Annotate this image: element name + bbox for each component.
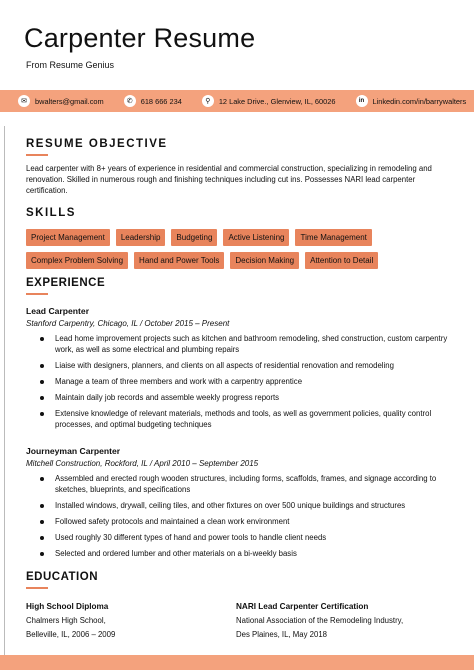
list-item: Manage a team of three members and work with a carpentry apprentice: [40, 376, 460, 387]
job-title: Journeyman Carpenter: [26, 446, 121, 456]
job-meta: Stanford Carpentry, Chicago, IL / October 2015 – Present: [26, 319, 230, 328]
skill-tag: Complex Problem Solving: [26, 252, 128, 269]
education-heading: EDUCATION: [26, 571, 99, 583]
contact-linkedin[interactable]: [356, 95, 467, 107]
experience-underline: [26, 293, 48, 295]
certification-detail: Des Plaines, IL, May 2018: [236, 630, 328, 639]
address-text: 12 Lake Drive., Glenview, IL, 60026: [218, 96, 336, 106]
list-item: Selected and ordered lumber and other materials on a bi-weekly basis: [40, 548, 460, 559]
envelope-icon: ✉: [18, 95, 30, 107]
skill-tag: Decision Making: [230, 252, 299, 269]
objective-heading: RESUME OBJECTIVE: [26, 138, 168, 150]
skills-heading: SKILLS: [26, 207, 76, 219]
list-item: Used roughly 30 different types of hand and power tools to handle client needs: [40, 532, 460, 543]
job-bullets: [40, 473, 460, 564]
contact-address: [202, 95, 336, 107]
objective-text: Lead carpenter with 8+ years of experience in residential and commercial construction, specializing in remodeling and renovation. Skilled in numerous rough and finishing techniques including cut ins. Possesses NARI lead carpenter certification.: [26, 164, 432, 195]
phone-icon: ✆: [124, 95, 136, 107]
email-text: bwalters@gmail.com: [35, 96, 104, 106]
resume-header: [0, 0, 474, 90]
skill-tag: Budgeting: [171, 229, 217, 246]
objective-underline: [26, 154, 48, 156]
skill-tag: Time Management: [295, 229, 371, 246]
list-item: Extensive knowledge of relevant materials, methods and tools, as well as government policies, quality control processes, and optimal budgeting techniques: [40, 408, 460, 430]
linkedin-icon: in: [356, 95, 368, 107]
resume-subtitle: From Resume Genius: [26, 60, 115, 70]
list-item: Assembled and erected rough wooden structures, including forms, scaffolds, frames, and signage according to sketches, blueprints, and specifications: [40, 473, 460, 495]
degree-name: High School Diploma: [26, 602, 109, 611]
job-bullets: [40, 333, 460, 435]
education-underline: [26, 587, 48, 589]
location-pin-icon: ⚲: [202, 95, 214, 107]
skill-tag: Attention to Detail: [305, 252, 378, 269]
list-item: Installed windows, drywall, ceiling tiles, and other fixtures on over 500 unique buildings and structures: [40, 500, 460, 511]
linkedin-text: Linkedin.com/in/barrywalters: [372, 96, 467, 106]
left-border-line: [4, 126, 5, 661]
education-entry: [26, 600, 226, 642]
skills-list: [26, 229, 456, 275]
list-item: Maintain daily job records and assemble weekly progress reports: [40, 392, 460, 403]
experience-heading: EXPERIENCE: [26, 277, 106, 289]
certification-name: NARI Lead Carpenter Certification: [236, 602, 369, 611]
contact-phone[interactable]: [124, 95, 182, 107]
skill-tag: Leadership: [116, 229, 166, 246]
list-item: Lead home improvement projects such as kitchen and bathroom remodeling, shed construction, custom carpentry work, as well as some electrical and plumbing repairs: [40, 333, 460, 355]
contact-email[interactable]: [18, 95, 104, 107]
job-title: Lead Carpenter: [26, 306, 90, 316]
education-detail: Belleville, IL, 2006 – 2009: [26, 630, 116, 639]
school-name: Chalmers High School,: [26, 616, 106, 625]
list-item: Liaise with designers, planners, and clients on all aspects of residential renovation and remodeling: [40, 360, 460, 371]
phone-text: 618 666 234: [140, 96, 182, 106]
issuer-name: National Association of the Remodeling Industry,: [236, 616, 404, 625]
resume-title: Carpenter Resume: [24, 23, 256, 53]
skill-tag: Hand and Power Tools: [134, 252, 224, 269]
certification-entry: [236, 600, 466, 642]
list-item: Followed safety protocols and maintained a clean work environment: [40, 516, 460, 527]
contact-bar: [0, 90, 474, 112]
footer-bar: [0, 655, 474, 670]
skill-tag: Active Listening: [223, 229, 289, 246]
skill-tag: Project Management: [26, 229, 110, 246]
job-meta: Mitchell Construction, Rockford, IL / April 2010 – September 2015: [26, 459, 259, 468]
